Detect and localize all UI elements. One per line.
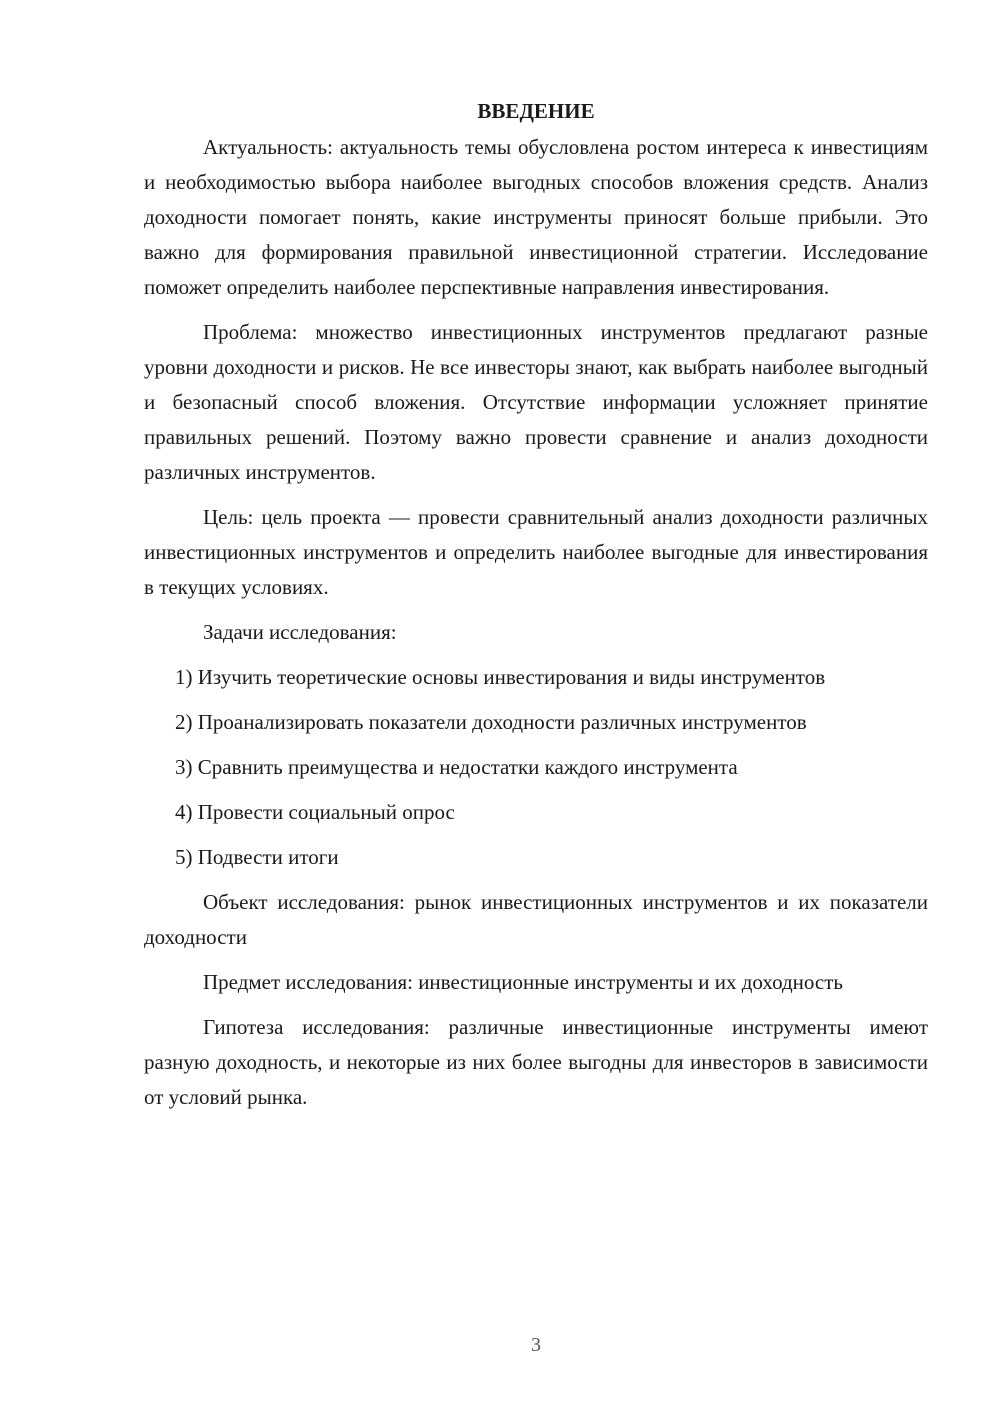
task-item: 2) Проанализировать показатели доходности различных инструментов (175, 710, 807, 734)
task-item: 5) Подвести итоги (175, 845, 339, 869)
task-item: 1) Изучить теоретические основы инвестирования и виды инструментов (175, 665, 826, 689)
problem-paragraph: Проблема: множество инвестиционных инструментов предлагают разные уровни доходности и рисков. Не все инвесторы знают, как выбрать наиболее выгодный и безопасный способ вложения. Отсутствие информации усложняет принятие правильных решений. Поэтому важно провести сравнение и анализ доходности различных инструментов. (144, 320, 928, 484)
object-paragraph: Объект исследования: рынок инвестиционных инструментов и их показатели доходности (144, 890, 928, 949)
subject-paragraph: Предмет исследования: инвестиционные инструменты и их доходность (203, 970, 843, 994)
task-item: 3) Сравнить преимущества и недостатки каждого инструмента (175, 755, 738, 779)
document-page (144, 96, 928, 1125)
relevance-paragraph: Актуальность: актуальность темы обусловлена ростом интереса к инвестициям и необходимостью выбора наиболее выгодных способов вложения средств. Анализ доходности помогает понять, какие инструменты приносят больше прибыли. Это важно для формирования правильной инвестиционной стратегии. Исследование поможет определить наиболее перспективные направления инвестирования. (144, 135, 928, 299)
tasks-heading: Задачи исследования: (203, 620, 397, 644)
page-number: 3 (531, 1334, 541, 1356)
task-item: 4) Провести социальный опрос (175, 800, 455, 824)
section-title: ВВЕДЕНИЕ (477, 99, 595, 123)
hypothesis-paragraph: Гипотеза исследования: различные инвестиционные инструменты имеют разную доходность, и некоторые из них более выгодны для инвесторов в зависимости от условий рынка. (144, 1015, 928, 1109)
goal-paragraph: Цель: цель проекта — провести сравнительный анализ доходности различных инвестиционных инструментов и определить наиболее выгодные для инвестирования в текущих условиях. (144, 505, 928, 599)
